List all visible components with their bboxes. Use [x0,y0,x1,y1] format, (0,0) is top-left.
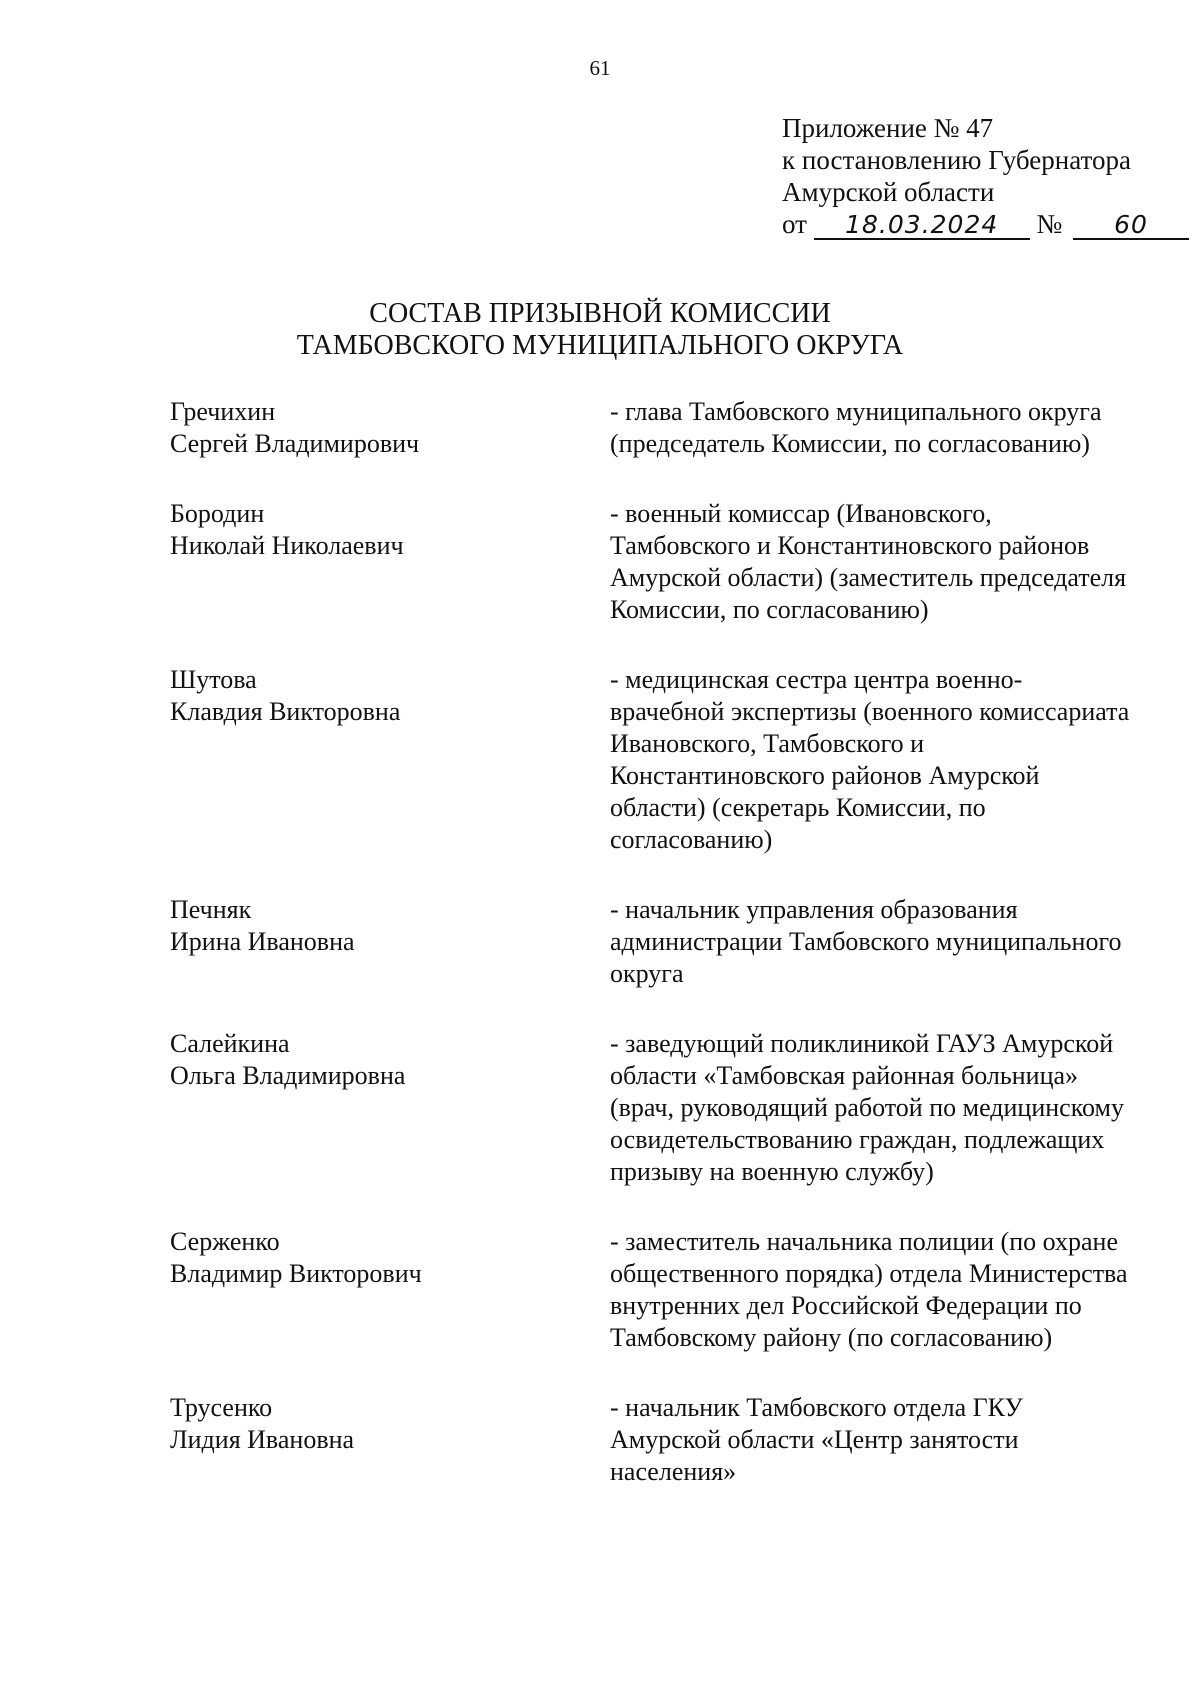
member-given-name: Николай Николаевич [170,531,404,560]
member-surname: Трусенко [170,1393,273,1422]
appendix-decree-ref: к постановлению Губернатора [782,145,1131,175]
member-surname: Серженко [170,1227,280,1256]
member-name [0,1392,440,1488]
member-entry [0,664,1200,856]
member-given-name: Лидия Ивановна [170,1425,355,1454]
member-name [0,498,440,626]
member-entry [0,498,1200,626]
member-surname: Гречихин [170,397,276,426]
appendix-block [782,112,1189,240]
title-line-2: ТАМБОВСКОГО МУНИЦИПАЛЬНОГО ОКРУГА [296,330,904,361]
member-entry [0,1226,1200,1354]
document-title [0,298,1200,362]
member-given-name: Владимир Викторович [170,1259,422,1288]
title-line-1: СОСТАВ ПРИЗЫВНОЙ КОМИССИИ [369,298,831,329]
appendix-region: Амурской области [782,177,995,207]
member-role: - начальник управления образования администрации Тамбовского муниципального округа [610,895,1122,988]
member-surname: Печняк [170,895,252,924]
member-entry [0,396,1200,460]
handwritten-date: 18.03.2024 [814,212,1030,240]
member-role: - начальник Тамбовского отдела ГКУ Амурской области «Центр занятости населения» [610,1393,1023,1486]
member-given-name: Ольга Владимировна [170,1061,406,1090]
member-given-name: Сергей Владимирович [170,429,420,458]
page-number: 61 [589,56,611,80]
member-entry [0,894,1200,990]
number-sign: № [1036,209,1063,239]
member-given-name: Ирина Ивановна [170,927,355,956]
appendix-number: Приложение № 47 [782,113,994,143]
appendix-date-line [782,208,1189,240]
member-surname: Салейкина [170,1029,290,1058]
member-surname: Шутова [170,665,257,694]
member-role: - военный комиссар (Ивановского, Тамбовского и Константиновского районов Амурской области) (заместитель председателя Комиссии, по согласованию) [610,499,1127,624]
member-name [0,396,440,460]
date-prefix: от [782,209,807,239]
members-list [0,396,1200,1488]
member-role: - заведующий поликлиникой ГАУЗ Амурской области «Тамбовская районная больница» (врач, руководящий работой по медицинскому освидетельствованию граждан, подлежащих призыву на военную службу) [610,1029,1124,1186]
member-entry [0,1392,1200,1488]
member-role: - заместитель начальника полиции (по охране общественного порядка) отдела Министерства внутренних дел Российской Федерации по Тамбовскому району (по согласованию) [610,1227,1128,1352]
member-surname: Бородин [170,499,265,528]
member-given-name: Клавдия Викторовна [170,697,401,726]
member-name [0,1226,440,1354]
handwritten-number: 60 [1073,212,1189,240]
member-role: - глава Тамбовского муниципального округа (председатель Комиссии, по согласованию) [610,397,1102,458]
member-entry [0,1028,1200,1188]
member-name [0,1028,440,1188]
member-name [0,664,440,856]
member-name [0,894,440,990]
member-role: - медицинская сестра центра военно-врачебной экспертизы (военного комиссариата Ивановского, Тамбовского и Константиновского районов Амурской области) (секретарь Комиссии, по согласованию) [610,665,1130,854]
